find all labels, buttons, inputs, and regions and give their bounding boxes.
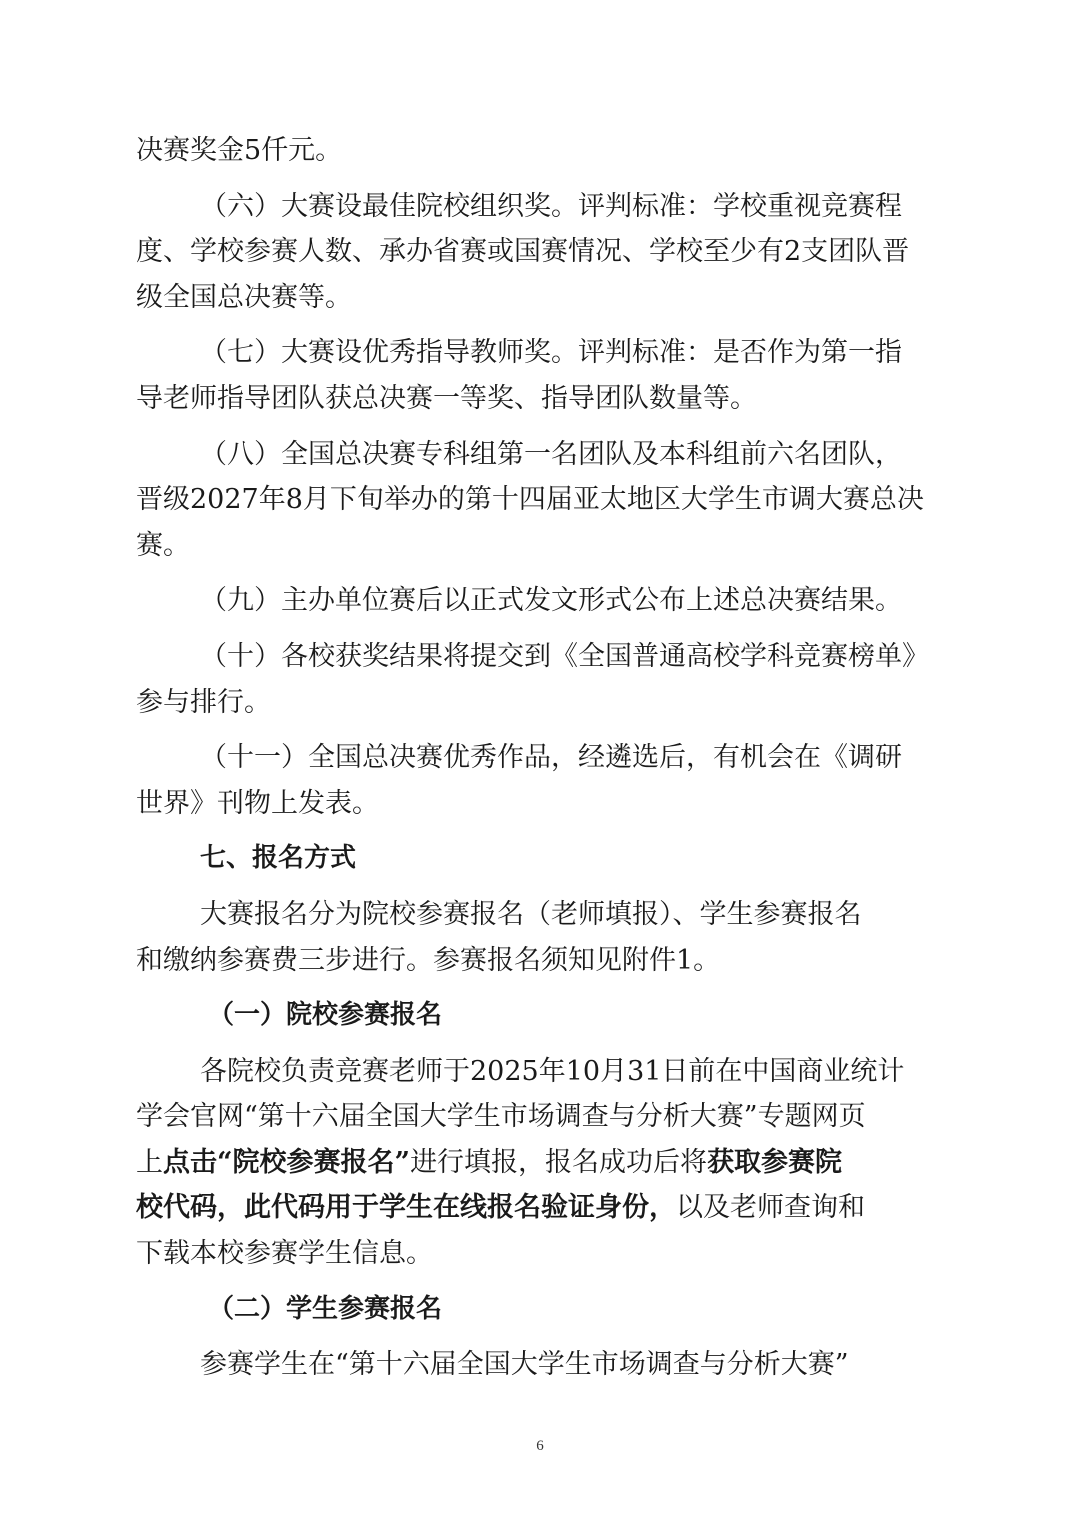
paragraph-six-line-1: （六）大赛设最佳院校组织奖。评判标准：学校重视竞赛程 [200,190,902,222]
student-registration-line-1: 参赛学生在“第十六届全国大学生市场调查与分析大赛” [200,1349,849,1381]
paragraph-eleven-line-1: （十一）全国总决赛优秀作品，经遴选后，有机会在《调研 [200,742,902,774]
subheading-student-registration: （二）学生参赛报名 [208,1293,443,1324]
paragraph-nine-line-1: （九）主办单位赛后以正式发文形式公布上述总决赛结果。 [200,585,902,617]
school-registration-line-3 [136,1140,946,1186]
paragraph-seven-line-2: 导老师指导团队获总决赛一等奖、指导团队数量等。 [136,382,757,414]
school-registration-line-2: 学会官网“第十六届全国大学生市场调查与分析大赛”专题网页 [136,1101,866,1133]
page-number: 6 [536,1438,544,1454]
paragraph-eleven-line-2: 世界》刊物上发表。 [136,787,379,819]
text-segment: 以及老师查询和 [676,1192,865,1224]
text-segment: 进行填报，报名成功后将 [410,1146,708,1178]
paragraph-six-line-2: 度、学校参赛人数、承办省赛或国赛情况、学校至少有2支团队晋 [136,236,910,268]
bold-text-segment: 点击“院校参赛报名” [163,1146,411,1178]
registration-intro-line-2: 和缴纳参赛费三步进行。参赛报名须知见附件1。 [136,944,721,976]
paragraph-eight-line-1: （八）全国总决赛专科组第一名团队及本科组前六名团队， [200,438,902,470]
school-registration-line-1: 各院校负责竞赛老师于2025年10月31日前在中国商业统计 [200,1055,905,1087]
paragraph-eight-line-3: 赛。 [136,529,190,561]
document-body [136,128,946,1388]
registration-intro-line-1: 大赛报名分为院校参赛报名（老师填报）、学生参赛报名 [200,898,862,930]
section-heading-registration: 七、报名方式 [200,843,357,874]
paragraph-six-line-3: 级全国总决赛等。 [136,281,352,313]
bold-text-segment: 获取参赛院 [707,1146,843,1178]
paragraph-seven-line-1: （七）大赛设优秀指导教师奖。评判标准：是否作为第一指 [200,337,902,369]
paragraph-ten-line-2: 参与排行。 [136,686,271,718]
school-registration-line-4 [136,1185,946,1231]
bold-text-segment: 校代码，此代码用于学生在线报名验证身份， [136,1192,676,1224]
subheading-school-registration: （一）院校参赛报名 [208,1000,443,1031]
paragraph-eight-line-2: 晋级2027年8月下旬举办的第十四届亚太地区大学生市调大赛总决 [136,484,924,516]
text-line: 决赛奖金5仟元。 [136,135,343,166]
text-segment: 上 [136,1146,163,1178]
school-registration-line-5: 下载本校参赛学生信息。 [136,1238,433,1270]
paragraph-ten-line-1: （十）各校获奖结果将提交到《全国普通高校学科竞赛榜单》 [200,640,929,672]
